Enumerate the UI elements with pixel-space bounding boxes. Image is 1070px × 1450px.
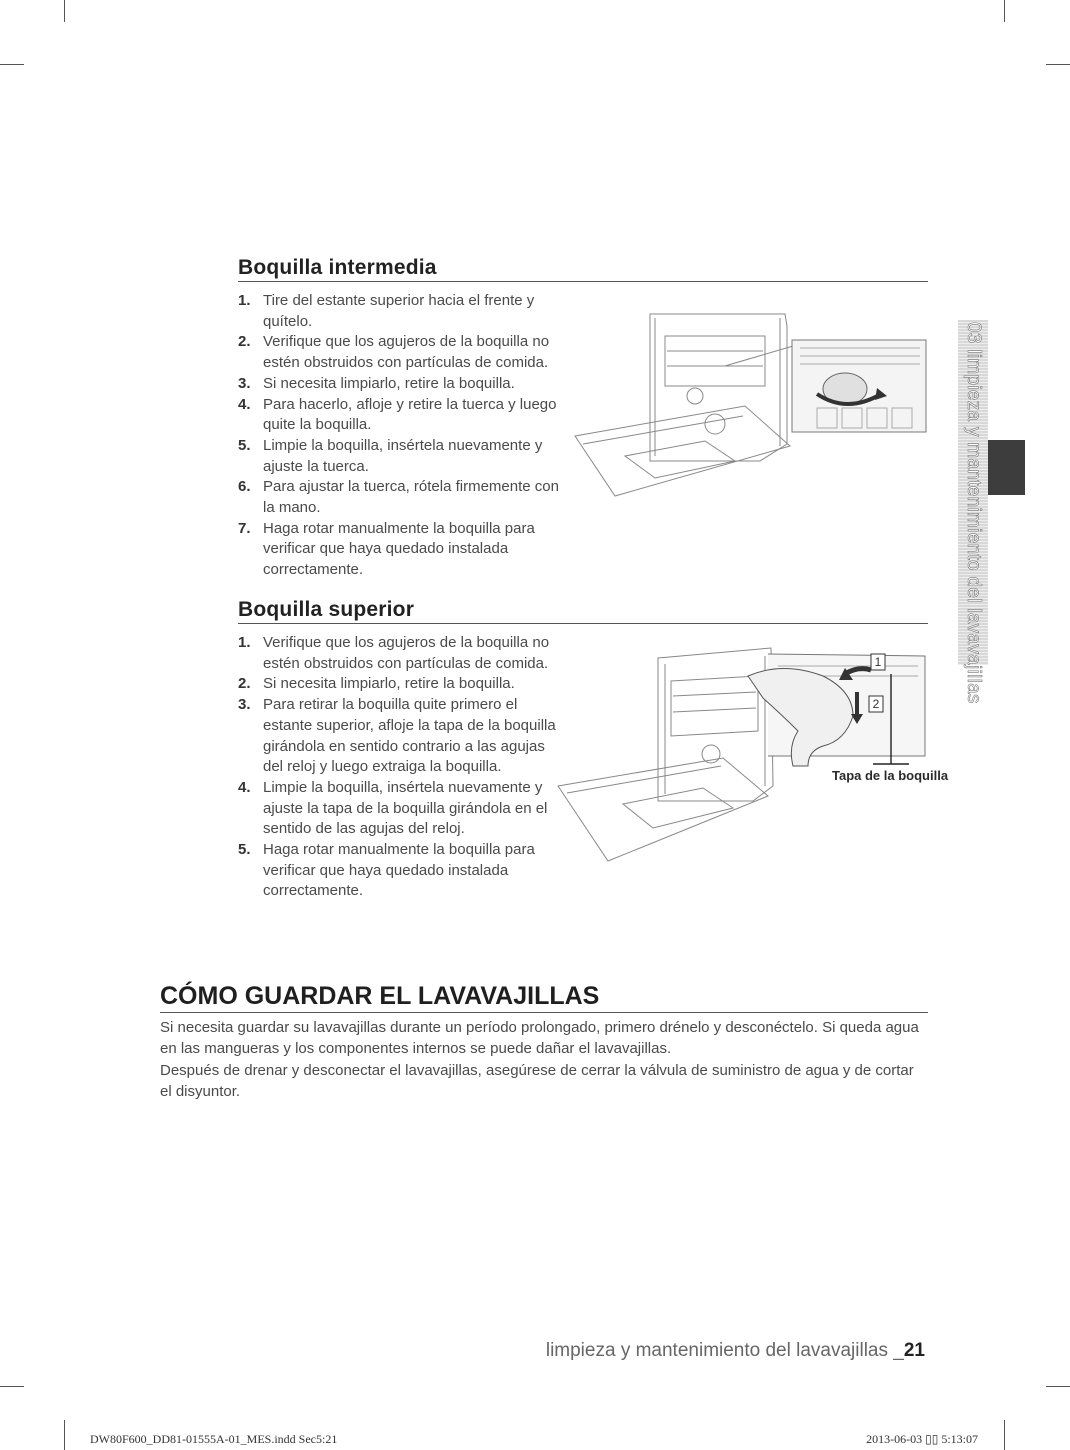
step-item: [238, 778, 558, 840]
step-number: 3.: [238, 696, 251, 714]
step-text: Tire del estante superior hacia el frente y quítelo.: [263, 292, 535, 330]
step-item: [238, 519, 573, 581]
steps-list-intermedia: [238, 291, 573, 581]
step-number: 7.: [238, 519, 251, 537]
page-number: 21: [903, 1340, 925, 1361]
step-text: Para ajustar la tuerca, rótela firmemente con la mano.: [263, 478, 559, 517]
section-rule: [160, 1012, 928, 1013]
step-text: Para retirar la boquilla quite primero el estante superior, afloje la tapa de la boquilla girándola en sentido contrario a las agujas del reloj y luego extraiga la boquilla.: [263, 696, 556, 776]
step-text: Haga rotar manualmente la boquilla para verificar que haya quedado instalada correctamente.: [263, 519, 535, 579]
footer-title: limpieza y mantenimiento del lavavajillas _: [545, 1340, 904, 1361]
section-rule: [238, 623, 928, 624]
dishwasher-figure-superior: [553, 636, 933, 876]
step-item: [238, 395, 573, 436]
step-item: [238, 291, 573, 332]
crop-mark: [1046, 1386, 1070, 1387]
step-item: [238, 332, 573, 373]
step-item: [238, 477, 573, 518]
page-footer: [546, 1340, 925, 1362]
crop-mark: [64, 1420, 65, 1450]
step-number: 1.: [238, 292, 251, 309]
dishwasher-figure-intermedia: [555, 296, 935, 501]
section-title-superior: Boquilla superior: [238, 598, 415, 621]
step-item: [238, 436, 573, 477]
steps-list-superior: [238, 633, 558, 902]
step-item: [238, 633, 558, 674]
crop-mark: [1046, 64, 1070, 65]
step-text: Si necesita limpiarlo, retire la boquilla.: [263, 675, 515, 693]
figure-caption: Tapa de la boquilla: [832, 768, 949, 783]
step-text: Para hacerlo, afloje y retire la tuerca y luego quite la boquilla.: [263, 395, 557, 434]
page-section-title: CÓMO GUARDAR EL LAVAVAJILLAS: [160, 982, 600, 1010]
callout-number: 1: [874, 655, 882, 669]
step-item: [238, 840, 558, 902]
imprint-timestamp: 2013-06-03 ▯▯ 5:13:07: [866, 1432, 978, 1446]
chapter-side-tab: [958, 320, 988, 704]
step-text: Verifique que los agujeros de la boquilla no estén obstruidos con partículas de comida.: [263, 333, 550, 372]
step-number: 3.: [238, 374, 251, 392]
chapter-tab-marker: [988, 440, 1025, 495]
step-text: Si necesita limpiarlo, retire la boquilla.: [263, 374, 515, 392]
crop-mark: [1004, 0, 1005, 22]
crop-mark: [1004, 1420, 1005, 1450]
section-title-intermedia: Boquilla intermedia: [238, 256, 437, 279]
step-text: Limpie la boquilla, insértela nuevamente y ajuste la tuerca.: [263, 436, 543, 475]
step-number: 2.: [238, 675, 251, 693]
crop-mark: [0, 1386, 24, 1387]
step-number: 6.: [238, 478, 251, 496]
step-item: [238, 374, 573, 395]
step-item: [238, 695, 558, 778]
step-text: Limpie la boquilla, insértela nuevamente y ajuste la tapa de la boquilla girándola en el sentido de las agujas del reloj.: [263, 778, 548, 838]
step-number: 5.: [238, 436, 251, 454]
step-number: 5.: [238, 841, 251, 859]
step-text: Verifique que los agujeros de la boquilla no estén obstruidos con partículas de comida.: [263, 634, 550, 672]
step-number: 4.: [238, 778, 251, 796]
crop-mark: [64, 0, 65, 22]
section-rule: [238, 281, 928, 282]
paragraph: Si necesita guardar su lavavajillas durante un período prolongado, primero drénelo y desconéctelo. Si queda agua en las mangueras y los componentes internos se puede dañar el lavavajillas.: [160, 1019, 919, 1057]
step-text: Haga rotar manualmente la boquilla para verificar que haya quedado instalada correctamente.: [263, 841, 535, 900]
step-number: 1.: [238, 634, 251, 651]
crop-mark: [0, 64, 24, 65]
chapter-tab-label: 03 limpieza y mantenimiento del lavavajillas: [963, 322, 984, 704]
paragraph: Después de drenar y desconectar el lavavajillas, asegúrese de cerrar la válvula de suministro de agua y de cortar el disyuntor.: [160, 1062, 914, 1100]
callout-number: 2: [872, 697, 880, 711]
step-item: [238, 674, 558, 695]
step-number: 4.: [238, 395, 251, 413]
imprint-filename: DW80F600_DD81-01555A-01_MES.indd Sec5:21: [90, 1432, 338, 1446]
step-number: 2.: [238, 333, 251, 351]
